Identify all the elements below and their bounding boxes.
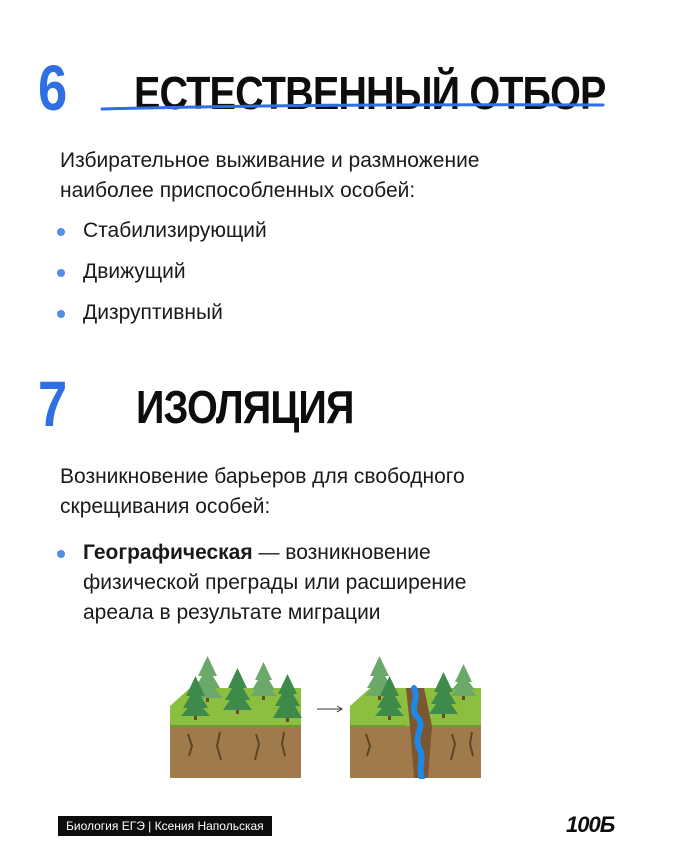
list-item	[55, 538, 575, 628]
section-number: 6	[38, 52, 66, 124]
footer-course-tag: Биология ЕГЭ | Ксения Напольская	[58, 816, 272, 836]
section-6-intro	[60, 146, 620, 206]
section-7-header	[38, 368, 389, 440]
list-item	[55, 257, 267, 287]
list-item-label: Стабилизирующий	[83, 219, 267, 242]
list-item-label: Дизруптивный	[83, 301, 223, 324]
brand-logo: 100Б	[566, 812, 615, 837]
term-definition: физической преграды или расширение	[83, 571, 467, 594]
intro-line: Возникновение барьеров для свободного	[60, 465, 465, 488]
section-title: ЕСТЕСТВЕННЫЙ ОТБОР	[133, 67, 606, 119]
arrow-right-icon	[316, 704, 344, 714]
section-7-intro	[60, 462, 620, 522]
list-item-label: Движущий	[83, 260, 186, 283]
forest-block-illustration	[168, 654, 303, 779]
bullet-dot	[57, 550, 65, 558]
selection-types-list	[55, 216, 267, 339]
term-definition: ареала в результате миграции	[83, 601, 381, 624]
intro-line: Избирательное выживание и размножение	[60, 149, 480, 172]
tree-icon	[250, 662, 277, 700]
intro-line: наиболее приспособленных особей:	[60, 179, 416, 202]
bullet-dot	[57, 228, 65, 236]
section-title: ИЗОЛЯЦИЯ	[135, 381, 354, 433]
list-item	[55, 298, 267, 328]
tree-icon	[450, 664, 477, 700]
river-split-illustration	[348, 654, 483, 779]
title-underline	[100, 102, 605, 112]
isolation-types-list	[55, 538, 575, 628]
term-bold: Географическая	[83, 541, 253, 564]
bullet-dot	[57, 269, 65, 277]
term-definition: — возникновение	[252, 541, 431, 564]
intro-line: скрещивания особей:	[60, 495, 271, 518]
list-item	[55, 216, 267, 246]
section-number: 7	[38, 368, 66, 440]
bullet-dot	[57, 310, 65, 318]
